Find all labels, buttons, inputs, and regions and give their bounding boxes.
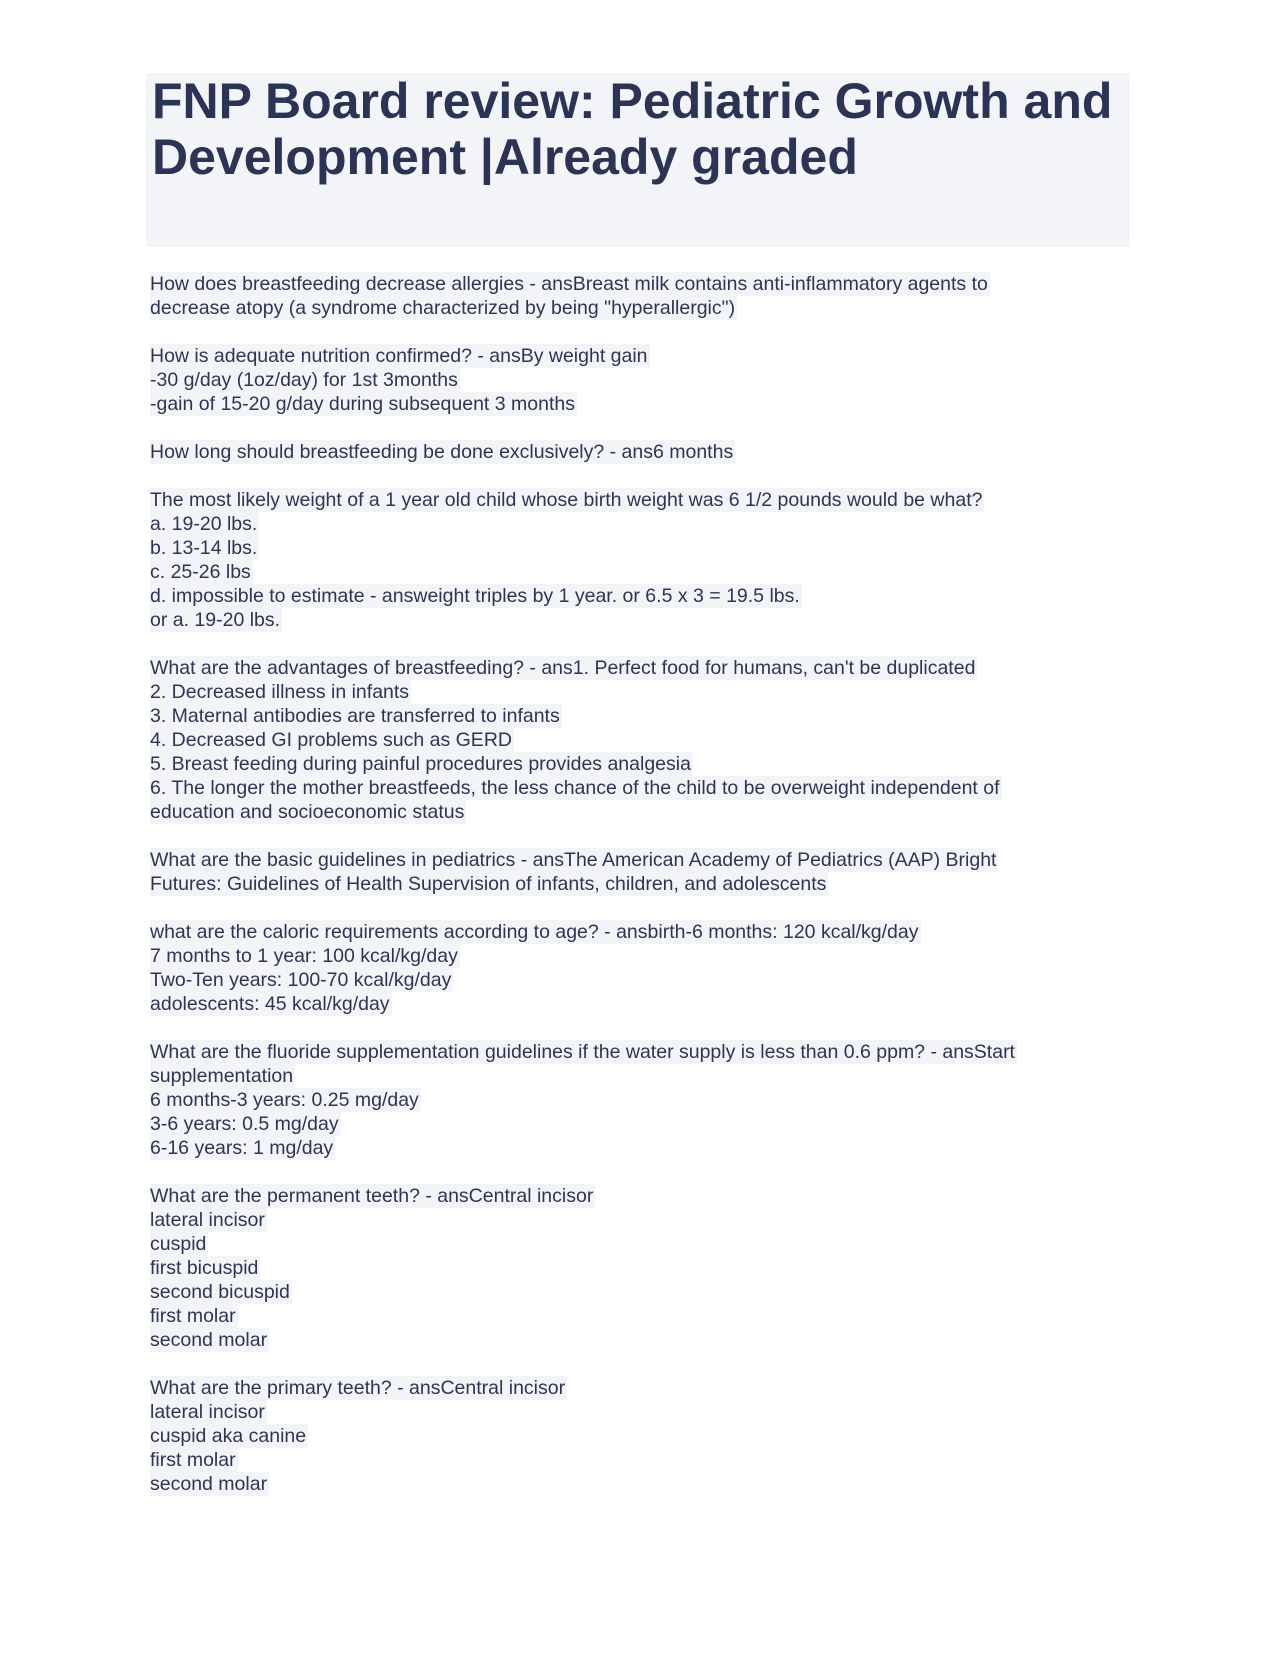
qa-line: 2. Decreased illness in infants xyxy=(150,681,410,703)
qa-line: decrease atopy (a syndrome characterized by being "hyperallergic") xyxy=(150,297,736,319)
qa-line: 7 months to 1 year: 100 kcal/kg/day xyxy=(150,945,458,967)
qa-line: -gain of 15-20 g/day during subsequent 3 months xyxy=(150,393,575,415)
document-title: FNP Board review: Pediatric Growth and Development |Already graded xyxy=(152,73,1113,185)
qa-line: What are the primary teeth? - ansCentral incisor xyxy=(150,1377,566,1399)
qa-line: lateral incisor xyxy=(150,1401,265,1423)
qa-line: education and socioeconomic status xyxy=(150,801,465,823)
qa-block xyxy=(150,920,1110,1016)
qa-line: 6 months-3 years: 0.25 mg/day xyxy=(150,1089,419,1111)
qa-line: first bicuspid xyxy=(150,1257,259,1279)
qa-line: How is adequate nutrition confirmed? - ansBy weight gain xyxy=(150,345,648,367)
qa-line: cuspid xyxy=(150,1233,207,1255)
qa-line: or a. 19-20 lbs. xyxy=(150,609,281,631)
qa-line: 3-6 years: 0.5 mg/day xyxy=(150,1113,339,1135)
qa-line: 4. Decreased GI problems such as GERD xyxy=(150,729,512,751)
qa-line: Futures: Guidelines of Health Supervision of infants, children, and adolescents xyxy=(150,873,827,895)
qa-line: lateral incisor xyxy=(150,1209,265,1231)
qa-line: second molar xyxy=(150,1473,268,1495)
qa-line: supplementation xyxy=(150,1065,294,1087)
qa-block xyxy=(150,344,1110,416)
qa-line: What are the basic guidelines in pediatrics - ansThe American Academy of Pediatrics (AAP) Bright xyxy=(150,849,997,871)
qa-block xyxy=(150,1040,1110,1160)
qa-line: 3. Maternal antibodies are transferred to infants xyxy=(150,705,560,727)
qa-line: first molar xyxy=(150,1449,236,1471)
qa-line: 6-16 years: 1 mg/day xyxy=(150,1137,334,1159)
qa-block xyxy=(150,656,1110,824)
qa-line: second bicuspid xyxy=(150,1281,290,1303)
qa-content xyxy=(150,272,1110,1520)
title-box xyxy=(146,73,1130,247)
qa-block xyxy=(150,272,1110,320)
qa-line: c. 25-26 lbs xyxy=(150,561,251,583)
qa-line: 5. Breast feeding during painful procedures provides analgesia xyxy=(150,753,691,775)
qa-line: How long should breastfeeding be done exclusively? - ans6 months xyxy=(150,441,734,463)
qa-line: How does breastfeeding decrease allergies - ansBreast milk contains anti-inflammatory agents to xyxy=(150,273,988,295)
qa-line: What are the permanent teeth? - ansCentral incisor xyxy=(150,1185,594,1207)
qa-line: a. 19-20 lbs. xyxy=(150,513,258,535)
qa-line: b. 13-14 lbs. xyxy=(150,537,258,559)
qa-line: 6. The longer the mother breastfeeds, the less chance of the child to be overweight independent of xyxy=(150,777,1000,799)
qa-line: cuspid aka canine xyxy=(150,1425,307,1447)
qa-line: Two-Ten years: 100-70 kcal/kg/day xyxy=(150,969,452,991)
qa-line: -30 g/day (1oz/day) for 1st 3months xyxy=(150,369,458,391)
qa-block xyxy=(150,1184,1110,1352)
qa-line: What are the fluoride supplementation guidelines if the water supply is less than 0.6 ppm? - ansStart xyxy=(150,1041,1015,1063)
qa-line: second molar xyxy=(150,1329,268,1351)
qa-line: adolescents: 45 kcal/kg/day xyxy=(150,993,390,1015)
qa-line: d. impossible to estimate - answeight triples by 1 year. or 6.5 x 3 = 19.5 lbs. xyxy=(150,585,800,607)
qa-line: what are the caloric requirements according to age? - ansbirth-6 months: 120 kcal/kg/day xyxy=(150,921,919,943)
qa-line: What are the advantages of breastfeeding? - ans1. Perfect food for humans, can't be duplicated xyxy=(150,657,976,679)
qa-block xyxy=(150,440,1110,464)
qa-block xyxy=(150,1376,1110,1496)
qa-line: first molar xyxy=(150,1305,236,1327)
qa-block xyxy=(150,488,1110,632)
qa-block xyxy=(150,848,1110,896)
qa-line: The most likely weight of a 1 year old child whose birth weight was 6 1/2 pounds would be what? xyxy=(150,489,983,511)
